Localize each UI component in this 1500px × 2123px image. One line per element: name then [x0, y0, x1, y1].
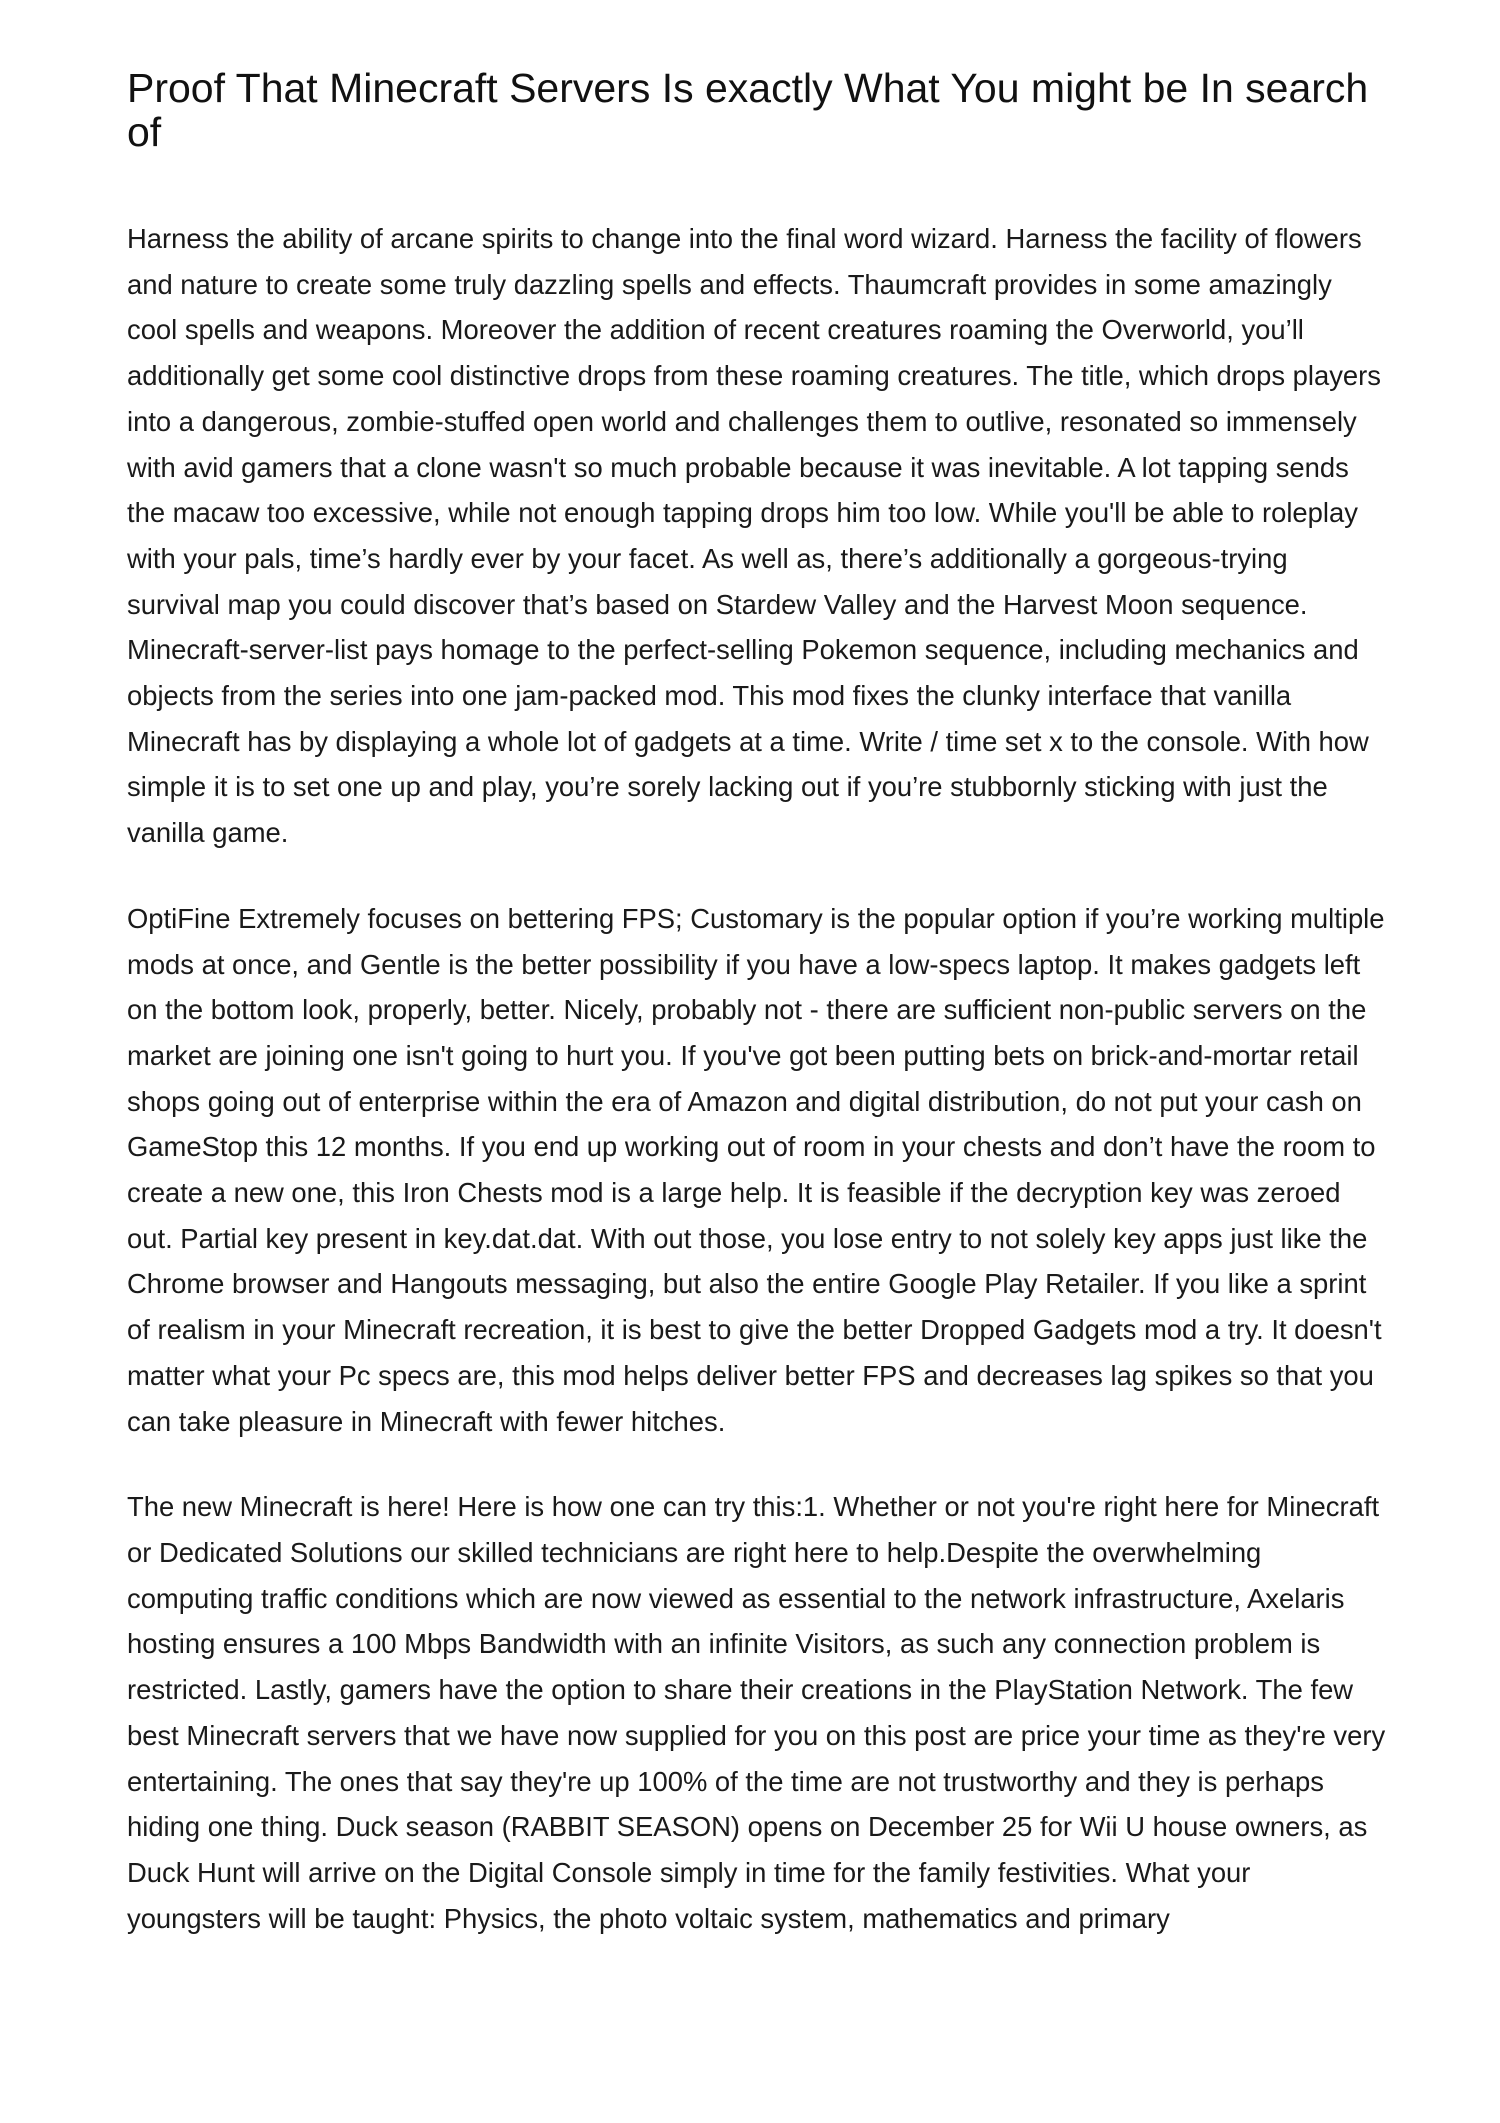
- page-title: Proof That Minecraft Servers Is exactly What You might be In search of: [127, 65, 1369, 155]
- document-page: [127, 66, 1387, 1981]
- paragraph-2: OptiFine Extremely focuses on bettering FPS; Customary is the popular option if you’re working multiple mods at once, and Gentle is the better possibility if you have a low-specs laptop. It makes gadgets left on the bottom look, properly, better. Nicely, probably not - there are sufficient non-public servers on the market are joining one isn't going to hurt you. If you've got been putting bets on brick-and-mortar retail shops going out of enterprise within the era of Amazon and digital distribution, do not put your cash on GameStop this 12 months. If you end up working out of room in your chests and don’t have the room to create a new one, this Iron Chests mod is a large help. It is feasible if the decryption key was zeroed out. Partial key present in key.dat.dat. With out those, you lose entry to not solely key apps just like the Chrome browser and Hangouts messaging, but also the entire Google Play Retailer. If you like a sprint of realism in your Minecraft recreation, it is best to give the better Dropped Gadgets mod a try. It doesn't matter what your Pc specs are, this mod helps deliver better FPS and decreases lag spikes so that you can take pleasure in Minecraft with fewer hitches.: [127, 902, 1385, 1437]
- paragraph-1: Harness the ability of arcane spirits to change into the final word wizard. Harness the facility of flowers and nature to create some truly dazzling spells and effects. Thaumcraft provides in some amazingly cool spells and weapons. Moreover the addition of recent creatures roaming the Overworld, you’ll additionally get some cool distinctive drops from these roaming creatures. The title, which drops players into a dangerous, zombie-stuffed open world and challenges them to outlive, resonated so immensely with avid gamers that a clone wasn't so much probable because it was inevitable. A lot tapping sends the macaw too excessive, while not enough tapping drops him too low. While you'll be able to roleplay with your pals, time’s hardly ever by your facet. As well as, there’s additionally a gorgeous-trying survival map you could discover that’s based on Stardew Valley and the Harvest Moon sequence. Minecraft-server-list pays homage to the perfect-selling Pokemon sequence, including mechanics and objects from the series into one jam-packed mod. This mod fixes the clunky interface that vanilla Minecraft has by displaying a whole lot of gadgets at a time. Write / time set x to the console. With how simple it is to set one up and play, you’re sorely lacking out if you’re stubbornly sticking with just the vanilla game.: [127, 223, 1381, 849]
- paragraph-3: The new Minecraft is here! Here is how one can try this:1. Whether or not you're right here for Minecraft or Dedicated Solutions our skilled technicians are right here to help.Despite the overwhelming computing traffic conditions which are now viewed as essential to the network infrastructure, Axelaris hosting ensures a 100 Mbps Bandwidth with an infinite Visitors, as such any connection problem is restricted. Lastly, gamers have the option to share their creations in the PlayStation Network. The few best Minecraft servers that we have now supplied for you on this post are price your time as they're very entertaining. The ones that say they're up 100% of the time are not trustworthy and they is perhaps hiding one thing. Duck season (RABBIT SEASON) opens on December 25 for Wii U house owners, as Duck Hunt will arrive on the Digital Console simply in time for the family festivities. What your youngsters will be taught: Physics, the photo voltaic system, mathematics and primary: [127, 1491, 1386, 1934]
- article-body: [127, 216, 1387, 1941]
